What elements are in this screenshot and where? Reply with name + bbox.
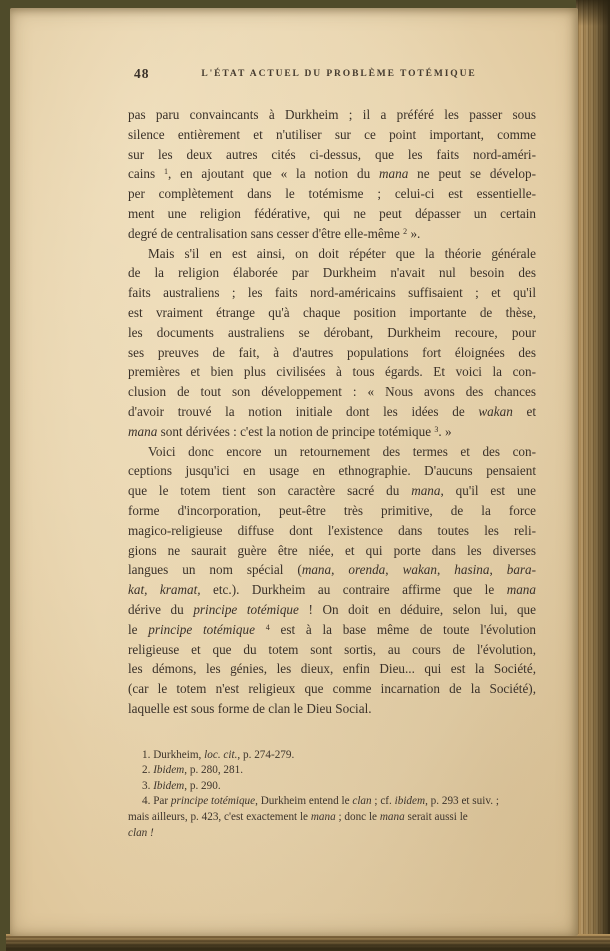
paragraph-line: langues un nom spécial (mana, orenda, wakan, hasina, bara- (128, 562, 537, 578)
paragraph (128, 442, 536, 719)
paragraph-line: cains $^1$, en ajoutant que « la notion du mana ne peut se dévelop- (128, 166, 536, 182)
paragraph-line: ses preuves de fait, à d'autres populations fort éloignées des (128, 344, 536, 360)
paragraph-line: Voici donc encore un retournement des termes et des con- (148, 443, 536, 459)
footnote (128, 748, 536, 764)
footnote (128, 763, 536, 779)
page-content (128, 66, 536, 841)
paragraph-line: gions ne saurait guère être niée, et qui porte dans les diverses (128, 542, 536, 558)
paragraph-line: que le totem tient son caractère sacré du mana, qu'il est une (128, 483, 536, 499)
paragraph-line: premières et bien plus civilisées à tous égards. Et voici la con- (128, 364, 536, 380)
footnote (128, 779, 536, 795)
paragraph-line: faits australiens ; les faits nord-américains suffisaient ; et qu'il (128, 285, 536, 301)
paragraph (128, 244, 536, 442)
footnote-line: 4. Par principe totémique, Durkheim entend le clan ; cf. ibidem, p. 293 et suiv. ; (142, 795, 499, 808)
running-title: L'ÉTAT ACTUEL DU PROBLÈME TOTÉMIQUE (201, 69, 477, 79)
paragraph-line: Mais s'il en est ainsi, on doit répéter que la théorie générale (148, 245, 536, 261)
paragraph-line: per complètement dans le totémisme ; celui-ci est essentielle- (128, 186, 536, 202)
body-text (128, 105, 536, 719)
paragraph-line: forme d'incorporation, peut-être très primitive, de la force (128, 502, 536, 518)
paragraph-line: le principe totémique $^4$ est à la base même de toute l'évolution (128, 621, 537, 637)
paragraph-line: de la religion élaborée par Durkheim n'avait nul besoin des (128, 265, 536, 281)
footnote-line: 2. Ibidem, p. 280, 281. (142, 764, 243, 777)
paragraph-line: laquelle est sous forme de clan le Dieu Social. (128, 700, 372, 716)
paragraph-line: (car le totem n'est religieux que comme incarnation de la Société), (128, 681, 536, 697)
footnote-line: clan ! (128, 826, 154, 839)
footnote (128, 794, 536, 841)
paragraph-line: ment une religion fédérative, qui ne peut dépasser un certain (128, 205, 536, 221)
footnote-line: mais ailleurs, p. 423, c'est exactement le mana ; donc le mana serait aussi le (128, 811, 468, 824)
paragraph-line: mana sont dérivées : c'est la notion de principe totémique $^3$. » (128, 423, 452, 439)
paragraph-line: ceptions jusqu'ici en usage en ethnographie. D'aucuns pensaient (128, 463, 536, 479)
paragraph-line: pas paru convaincants à Durkheim ; il a préféré les passer sous (128, 107, 536, 122)
book-bottom-edge (6, 934, 610, 951)
paragraph-line: clusion de tout son développement : « Nous avons des chances (128, 384, 536, 400)
paragraph-line: degré de centralisation sans cesser d'être elle-même $^2$ ». (128, 225, 421, 241)
page-number: 48 (134, 66, 150, 81)
footnote-line: 1. Durkheim, loc. cit., p. 274-279. (142, 748, 295, 761)
paragraph-line: d'avoir trouvé la notion initiale dont les idées de wakan et (128, 403, 536, 419)
paragraph-line: les démons, les génies, les dieux, enfin Dieu... qui est la Société, (128, 661, 536, 677)
footnote-line: 3. Ibidem, p. 290. (142, 779, 221, 792)
book-fore-edge (576, 0, 610, 951)
paragraph-line: magico-religieuse diffuse dont l'existence dans toutes les reli- (128, 522, 536, 538)
paragraph-line: silence entièrement et n'utiliser sur ce point important, comme (128, 126, 536, 142)
paragraph-line: sur les deux autres cités ci-dessus, que les faits nord-améri- (128, 146, 536, 162)
paragraph (128, 105, 536, 244)
paragraph-line: kat, kramat, etc.). Durkheim au contraire affirme que le mana (128, 582, 536, 598)
book-page (10, 8, 578, 936)
paragraph-line: dérive du principe totémique ! On doit en déduire, selon lui, que (128, 601, 536, 617)
paragraph-line: est vraiment étrange qu'à chaque position importante de thèse, (128, 304, 536, 320)
running-header (128, 66, 536, 84)
paragraph-line: religieuse et que du totem sont sortis, au cours de l'évolution, (128, 641, 536, 657)
paragraph-line: les documents australiens se dérobant, Durkheim recoure, pour (128, 324, 536, 340)
footnotes (128, 748, 536, 842)
